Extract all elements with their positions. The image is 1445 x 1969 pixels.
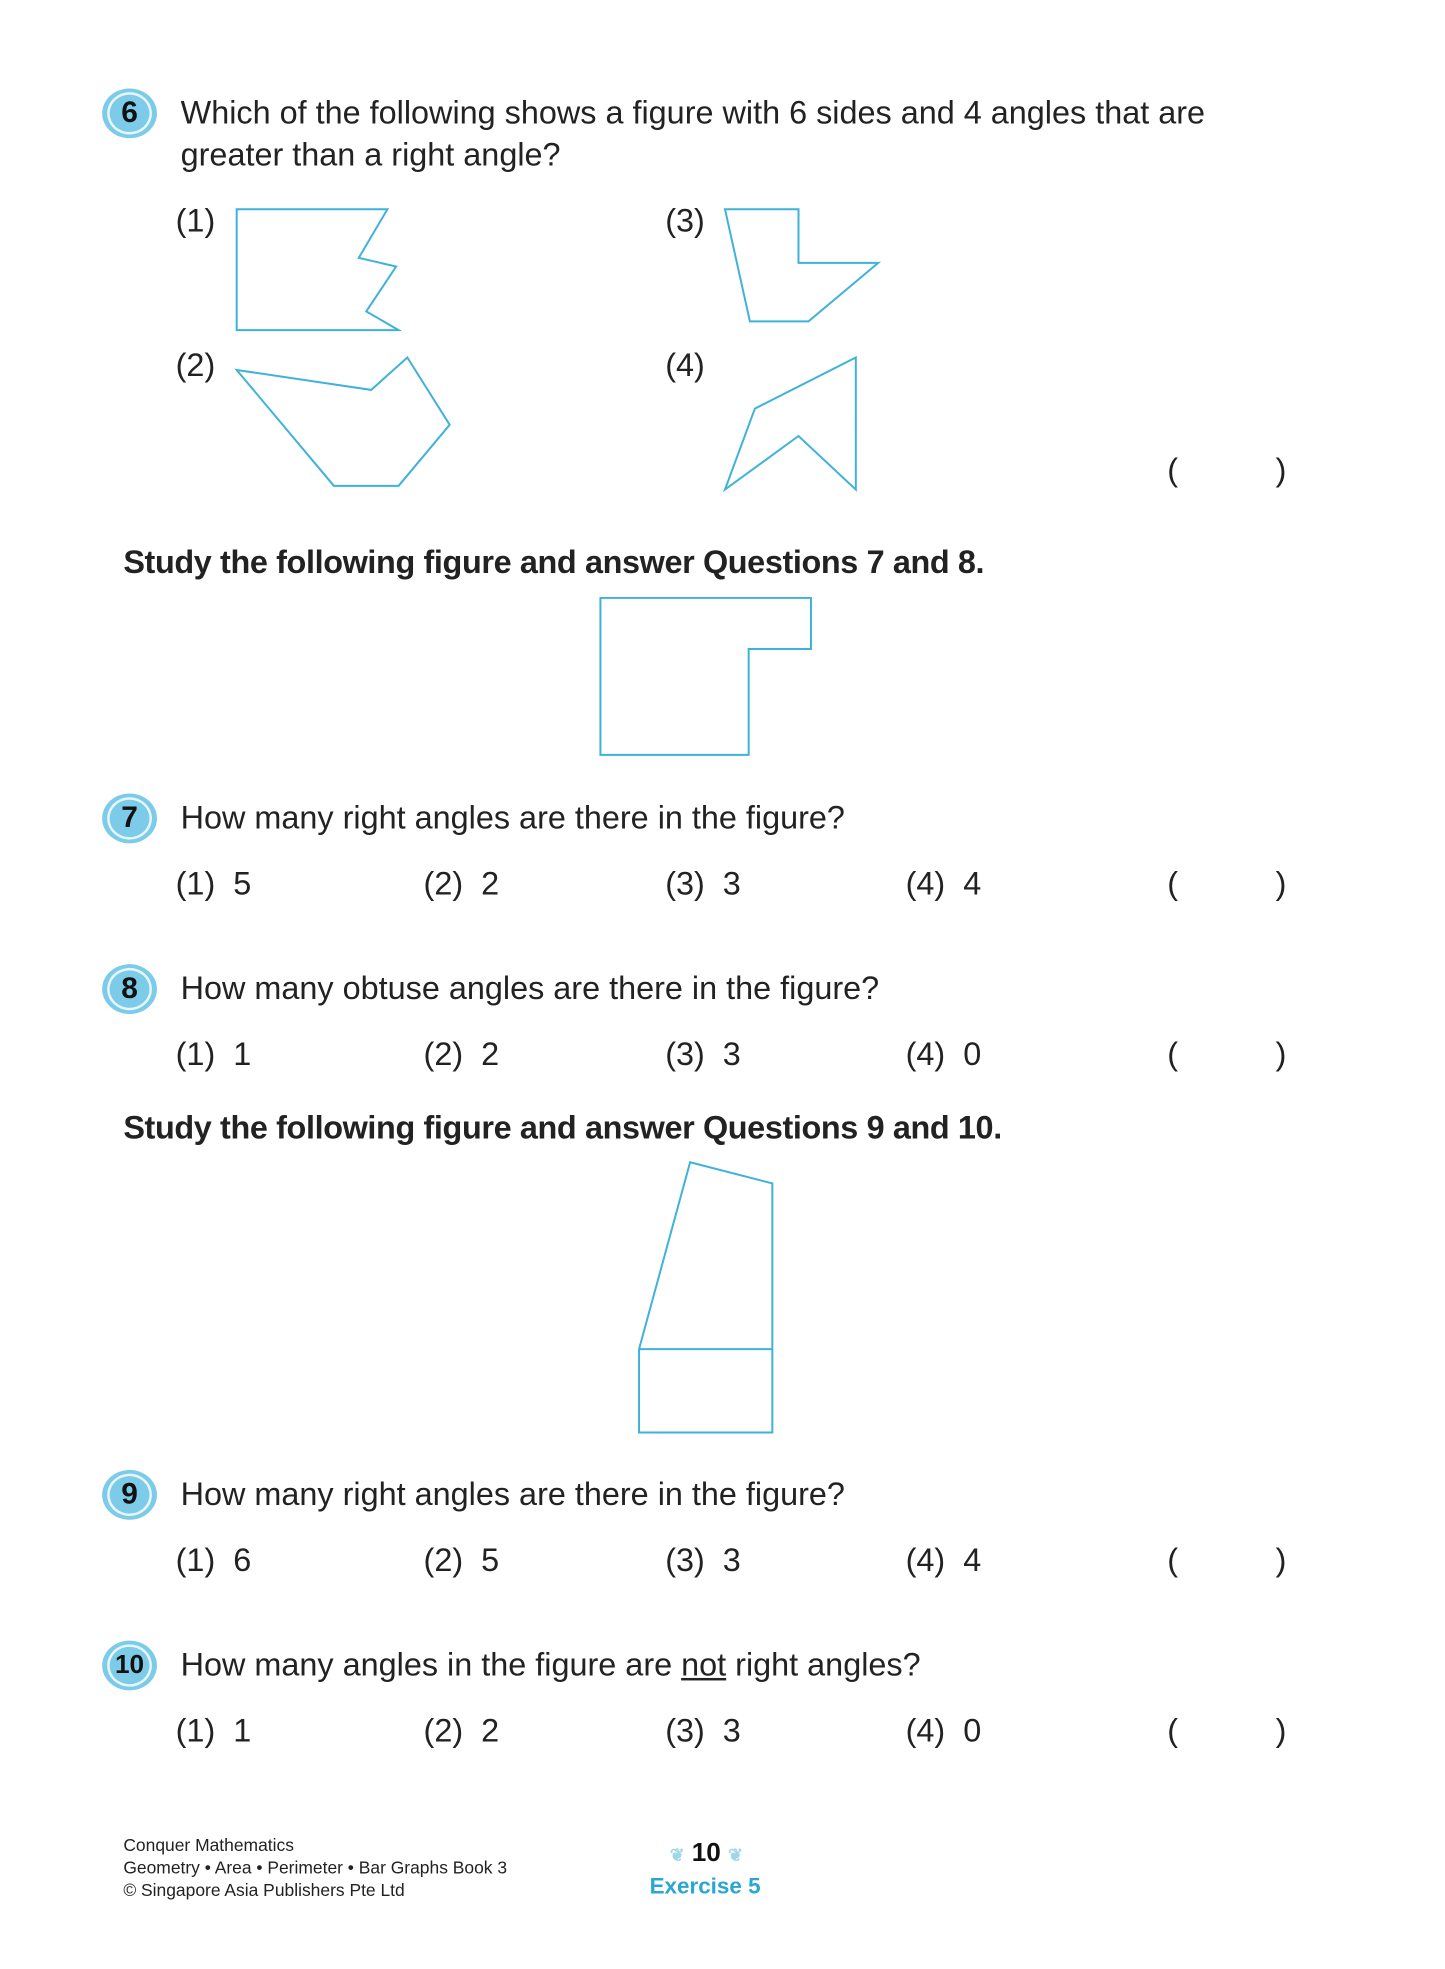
q6-option-4[interactable]: (4) — [665, 346, 705, 384]
q9-option-4[interactable]: (4) 4 — [905, 1540, 982, 1579]
answer-bracket-close[interactable]: ) — [1275, 864, 1287, 902]
q7-option-1[interactable]: (1) 5 — [175, 864, 252, 902]
q8-option-3[interactable]: (3) 3 — [665, 1035, 741, 1073]
question-6-text-line2: greater than a right angle? — [180, 135, 561, 174]
q7-option-3[interactable]: (3) 3 — [665, 864, 741, 902]
section-heading: Study the following figure and answer Questions 9 and 10. — [123, 1108, 1002, 1147]
q6-shape-3 — [725, 209, 878, 321]
answer-bracket-open[interactable]: ( — [1167, 864, 1179, 902]
leaf-icon: ❦ — [669, 1844, 685, 1865]
q10-option-3[interactable]: (3) 3 — [665, 1711, 741, 1749]
question-7-text: How many right angles are there in the figure? — [180, 798, 845, 836]
figure-q7-8 — [600, 598, 811, 755]
q6-shape-4 — [725, 358, 856, 490]
q6-option-1[interactable]: (1) — [175, 201, 216, 240]
q9-option-1[interactable]: (1) 6 — [175, 1540, 252, 1579]
question-number-badge: 6 — [102, 88, 157, 138]
answer-bracket-open[interactable]: ( — [1167, 1711, 1179, 1749]
answer-bracket-open[interactable]: ( — [1167, 1540, 1179, 1579]
q9-option-3[interactable]: (3) 3 — [665, 1540, 741, 1579]
q10-option-4[interactable]: (4) 0 — [905, 1711, 982, 1749]
answer-bracket-close[interactable]: ) — [1275, 450, 1287, 489]
section-heading: Study the following figure and answer Questions 7 and 8. — [123, 543, 985, 581]
footer-copyright: © Singapore Asia Publishers Pte Ltd — [123, 1879, 405, 1900]
question-number-badge: 8 — [102, 964, 157, 1014]
q7-option-4[interactable]: (4) 4 — [905, 864, 982, 902]
question-number-badge: 10 — [102, 1641, 157, 1691]
exercise-label: Exercise 5 — [649, 1873, 761, 1899]
question-8-text: How many obtuse angles are there in the figure? — [180, 969, 880, 1007]
question-10-text: How many angles in the figure are not right angles? — [180, 1645, 921, 1683]
page-number: ❦ 10 ❦ — [669, 1838, 743, 1868]
leaf-icon: ❦ — [728, 1844, 743, 1865]
q10-option-1[interactable]: (1) 1 — [175, 1711, 252, 1749]
answer-bracket-close[interactable]: ) — [1275, 1711, 1287, 1749]
footer-book-subtitle: Geometry • Area • Perimeter • Bar Graphs Book 3 — [123, 1857, 508, 1878]
q6-shape-1 — [237, 209, 399, 330]
q9-option-2[interactable]: (2) 5 — [423, 1540, 500, 1579]
q8-option-4[interactable]: (4) 0 — [905, 1035, 982, 1073]
question-6-text-line1: Which of the following shows a figure with 6 sides and 4 angles that are — [180, 93, 1206, 131]
answer-bracket-open[interactable]: ( — [1167, 450, 1179, 489]
q6-shape-2 — [237, 358, 450, 486]
q8-option-1[interactable]: (1) 1 — [175, 1035, 252, 1073]
q6-option-2[interactable]: (2) — [175, 346, 216, 384]
answer-bracket-close[interactable]: ) — [1275, 1035, 1287, 1073]
q6-option-3[interactable]: (3) — [665, 201, 705, 240]
footer-book-title: Conquer Mathematics — [123, 1834, 294, 1855]
answer-bracket-open[interactable]: ( — [1167, 1035, 1179, 1073]
answer-bracket-close[interactable]: ) — [1275, 1540, 1287, 1579]
q7-option-2[interactable]: (2) 2 — [423, 864, 500, 902]
question-number-badge: 7 — [102, 794, 157, 844]
question-number-badge: 9 — [102, 1470, 157, 1520]
figure-q9-10 — [639, 1162, 772, 1432]
q10-option-2[interactable]: (2) 2 — [423, 1711, 500, 1749]
q8-option-2[interactable]: (2) 2 — [423, 1035, 500, 1073]
question-9-text: How many right angles are there in the figure? — [180, 1474, 845, 1513]
